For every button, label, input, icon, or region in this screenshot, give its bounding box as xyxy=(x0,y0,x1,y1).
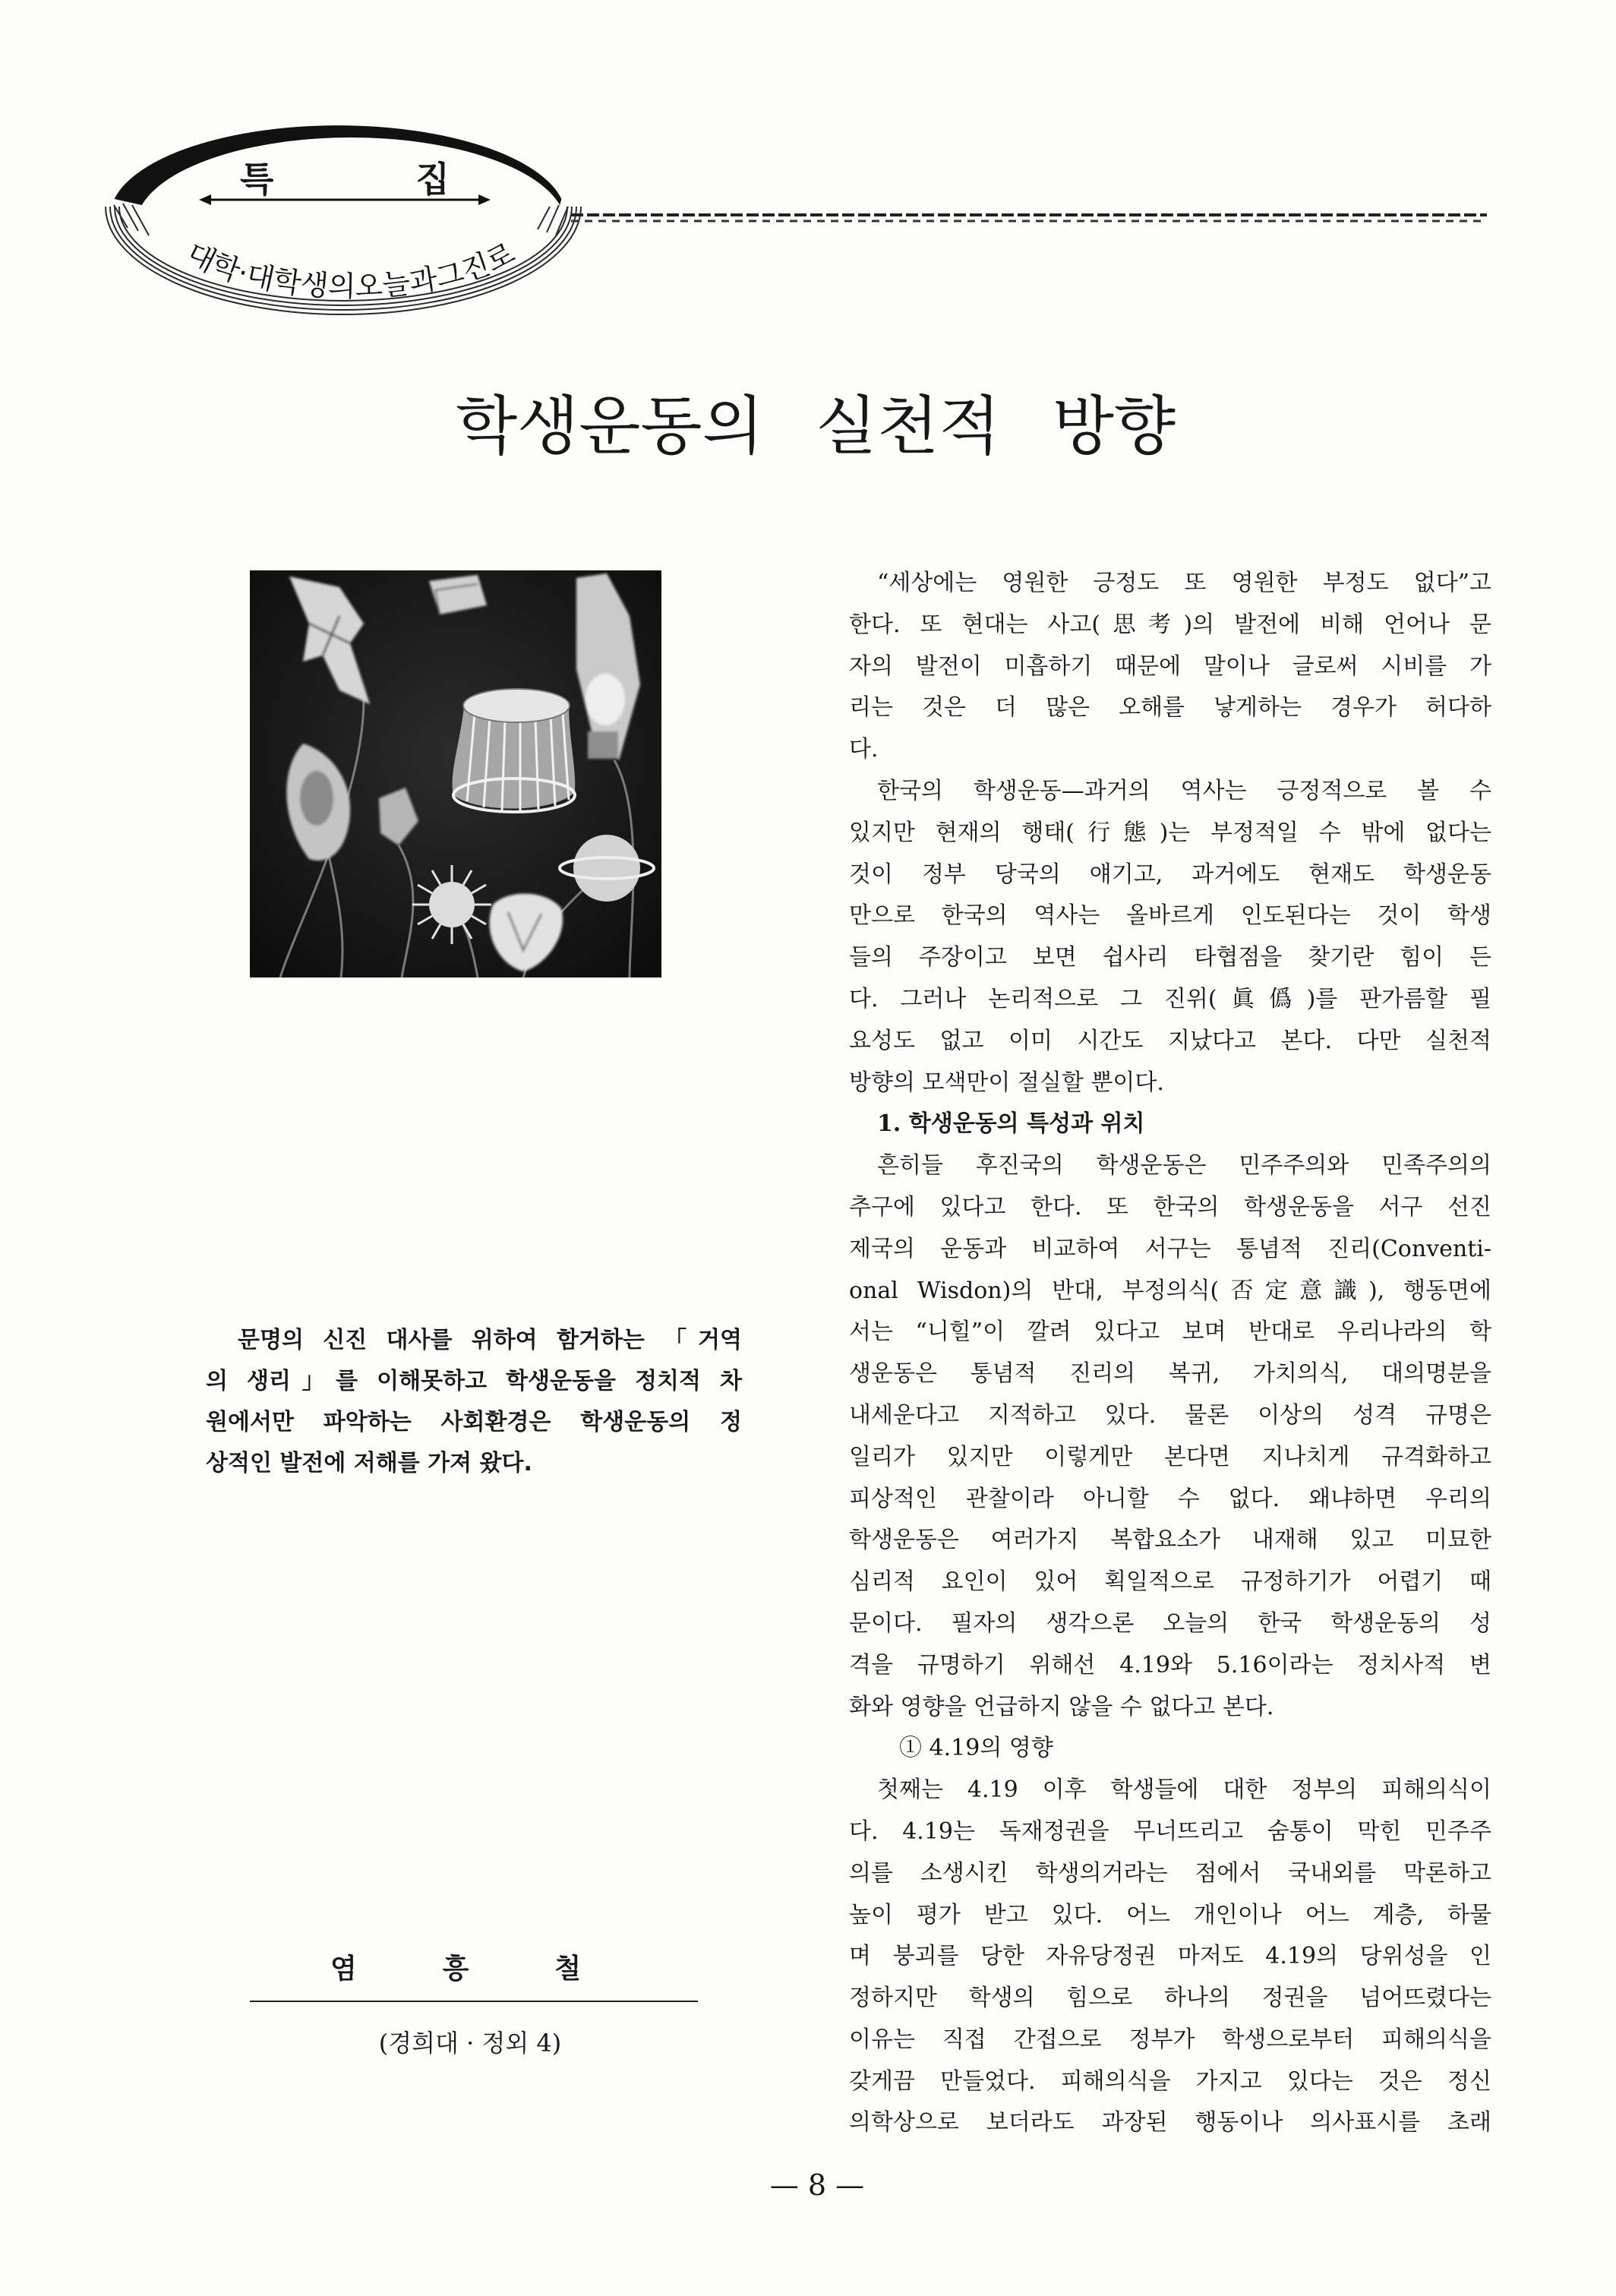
series-title: 대학·대학생의오늘과그진로 xyxy=(181,235,521,304)
body-line: 의학상으로 보더라도 과장된 행동이나 의사표시를 초래 xyxy=(849,2109,1491,2137)
caption-line: 원에서만 파악하는 사회환경은 학생운동의 정 xyxy=(206,1409,742,1435)
body-line: 요성도 없고 이미 시간도 지났다고 본다. 다만 실천적 xyxy=(849,1027,1491,1054)
body-line: 격을 규명하기 위해선 4.19와 5.16이라는 정치사적 변 xyxy=(849,1651,1491,1679)
body-line: 것이 정부 당국의 얘기고, 과거에도 현재도 학생운동 xyxy=(849,861,1491,888)
author-affiliation: (경희대 · 정외 4) xyxy=(378,2029,562,2058)
collage-photo xyxy=(250,570,661,977)
body-line: 있지만 현재의 행태(行態)는 부정적일 수 밖에 없다는 xyxy=(849,819,1491,846)
intro-paragraph-1 xyxy=(849,563,1491,771)
body-line: 제국의 운동과 비교하여 서구는 통념적 진리(Conventi- xyxy=(849,1235,1491,1262)
body-line: 한다. 또 현대는 사고(思考)의 발전에 비해 언어나 문 xyxy=(849,611,1491,638)
body-line: 추구에 있다고 한다. 또 한국의 학생운동을 서구 선진 xyxy=(849,1193,1491,1221)
body-line: 심리적 요인이 있어 획일적으로 규정하기가 어렵기 때 xyxy=(849,1568,1491,1596)
body-line: 갖게끔 만들었다. 피해의식을 가지고 있다는 것은 정신 xyxy=(849,2067,1491,2095)
body-line: 리는 것은 더 많은 오해를 낳게하는 경우가 허다하 xyxy=(849,694,1491,722)
body-line: 자의 발전이 미흡하기 때문에 말이나 글로써 시비를 가 xyxy=(849,652,1491,680)
caption-line: 의 생리」를 이해못하고 학생운동을 정치적 차 xyxy=(206,1368,742,1394)
intro-paragraph-2 xyxy=(849,771,1491,1104)
subsection-heading: ① 4.19의 영향 xyxy=(899,1735,1053,1762)
body-line: 피상적인 관찰이라 아니할 수 없다. 왜냐하면 우리의 xyxy=(849,1485,1491,1512)
body-line: 내세운다고 지적하고 있다. 물론 이상의 성격 규명은 xyxy=(849,1401,1491,1429)
body-line: 서는 “니힐”이 깔려 있다고 보며 반대로 우리나라의 학 xyxy=(849,1319,1491,1346)
body-line: 이유는 직접 간접으로 정부가 학생으로부터 피해의식을 xyxy=(849,2026,1491,2053)
caption-line: 상적인 발전에 저해를 가져 왔다. xyxy=(206,1450,532,1476)
body-line: 정하지만 학생의 힘으로 하나의 정권을 넘어뜨렸다는 xyxy=(849,1985,1491,2012)
photo-caption xyxy=(206,1320,742,1484)
body-line: 다. xyxy=(849,736,879,763)
article-body xyxy=(849,563,1491,2144)
section-1-paragraph xyxy=(849,1145,1491,1728)
author-name: 염 흥 철 xyxy=(330,1953,581,1985)
subsection-1-paragraph xyxy=(849,1770,1491,2144)
body-line: 높이 평가 받고 있다. 어느 개인이나 어느 계층, 하물 xyxy=(849,1901,1491,1928)
body-line: 생운동은 통념적 진리의 복귀, 가치의식, 대의명분을 xyxy=(849,1360,1491,1388)
header-dashed-rule xyxy=(571,215,1487,221)
body-line: 첫째는 4.19 이후 학생들에 대한 정부의 피해의식이 xyxy=(877,1776,1491,1804)
body-line: 다. 그러나 논리적으로 그 진위(眞僞)를 판가름할 필 xyxy=(849,985,1491,1012)
body-line: 다. 4.19는 독재정권을 무너뜨리고 숨통이 막힌 민주주 xyxy=(849,1818,1491,1845)
body-line: 의를 소생시킨 학생의거라는 점에서 국내외를 막론하고 xyxy=(849,1859,1491,1887)
page-number: — 8 — xyxy=(769,2168,865,2202)
section-heading: 1. 학생운동의 특성과 위치 xyxy=(877,1110,1145,1138)
caption-line: 문명의 신진 대사를 위하여 함거하는 「거역 xyxy=(238,1327,742,1353)
body-line: 문이다. 필자의 생각으론 오늘의 한국 학생운동의 성 xyxy=(849,1609,1491,1637)
body-line: 며 붕괴를 당한 자유당정권 마저도 4.19의 당위성을 인 xyxy=(849,1943,1491,1970)
body-line: 일리가 있지만 이렇게만 본다면 지나치게 규격화하고 xyxy=(849,1443,1491,1470)
body-line: 만으로 한국의 역사는 올바르게 인도된다는 것이 학생 xyxy=(849,902,1491,930)
body-line: 학생운동은 여러가지 복합요소가 내재해 있고 미묘한 xyxy=(849,1527,1491,1554)
body-line: onal Wisdon)의 반대, 부정의식(否定意識), 행동면에 xyxy=(849,1277,1491,1304)
body-line: 들의 주장이고 보면 쉽사리 타협점을 찾기란 힘이 든 xyxy=(849,944,1491,971)
feature-label: 특 집 xyxy=(240,159,450,200)
article-title: 학생운동의 실천적 방향 xyxy=(456,389,1176,463)
body-line: 방향의 모색만이 절실할 뿐이다. xyxy=(849,1069,1164,1096)
body-line: 화와 영향을 언급하지 않을 수 없다고 본다. xyxy=(849,1693,1274,1720)
lampshade-figure xyxy=(453,689,576,812)
author-divider xyxy=(250,2001,698,2002)
body-line: 한국의 학생운동—과거의 역사는 긍정적으로 볼 수 xyxy=(877,777,1491,804)
body-line: 흔히들 후진국의 학생운동은 민주주의와 민족주의의 xyxy=(877,1152,1491,1180)
body-line: “세상에는 영원한 긍정도 또 영원한 부정도 없다”고 xyxy=(877,570,1491,596)
